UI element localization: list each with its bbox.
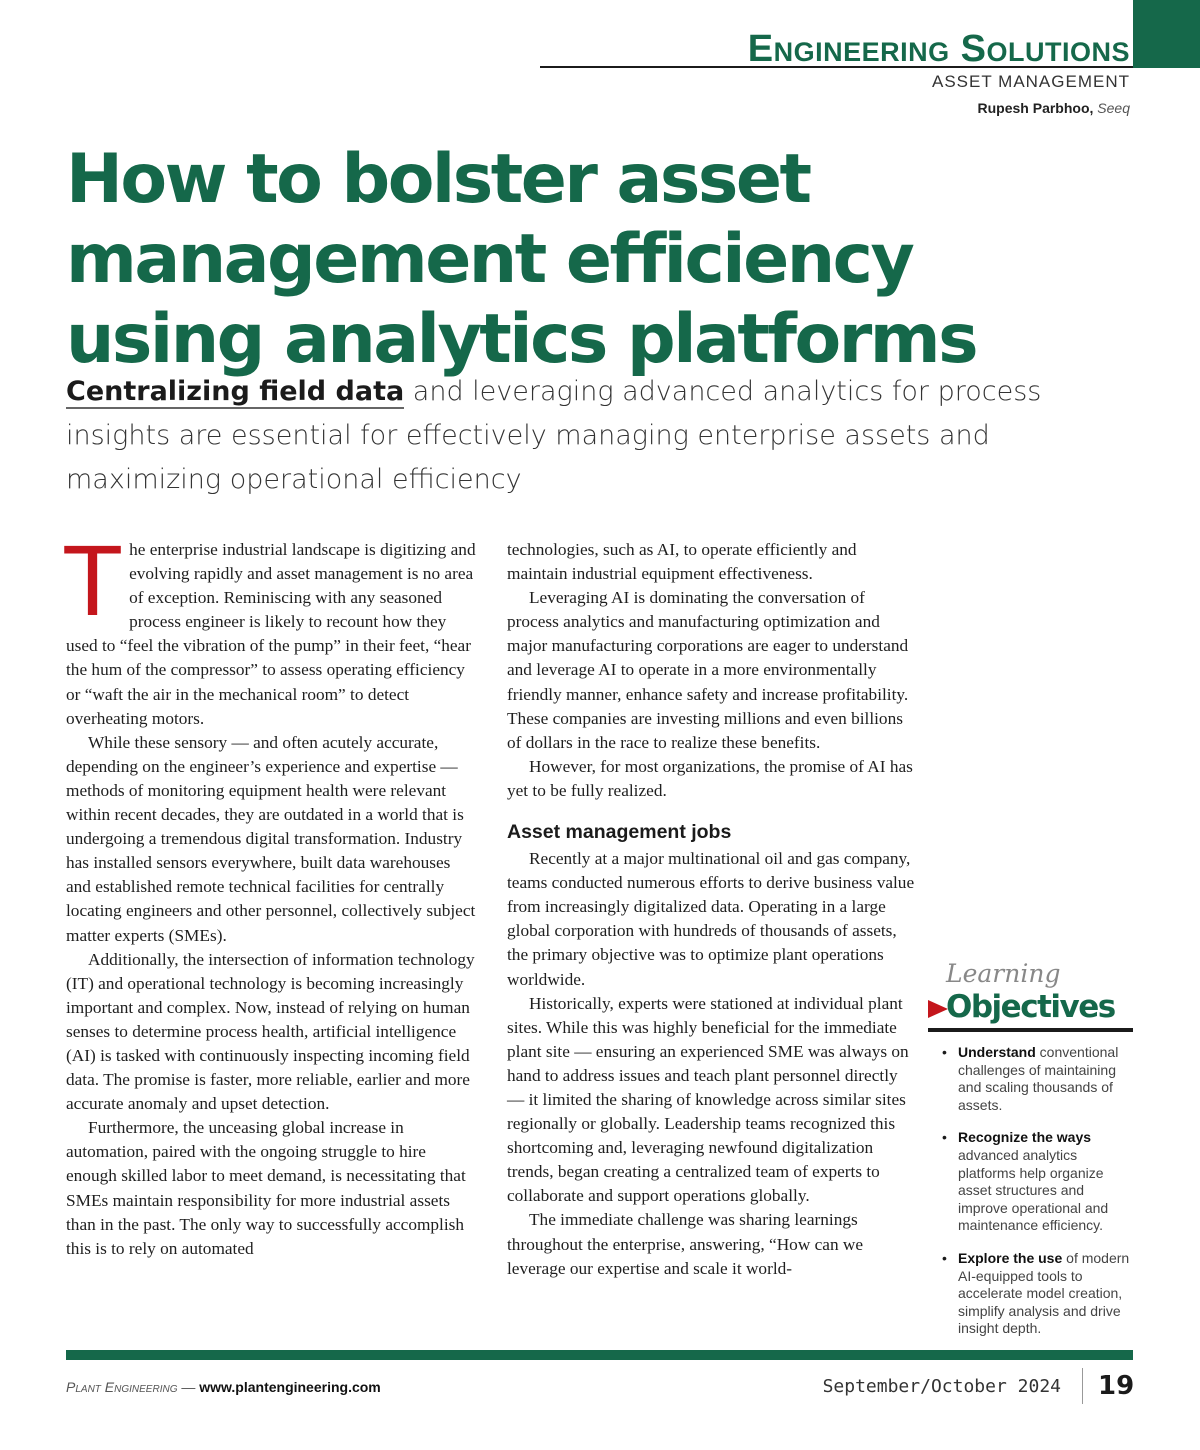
page-number: 19 bbox=[1098, 1371, 1135, 1401]
article-headline: How to bolster asset management efficiency using analytics platforms bbox=[66, 140, 977, 379]
issue-date: September/October 2024 bbox=[822, 1376, 1061, 1397]
footer-divider bbox=[1082, 1368, 1083, 1404]
objective-strong: Understand bbox=[958, 1044, 1036, 1060]
paragraph: Recently at a major multinational oil and gas company, teams conducted numerous efforts to derive business value from increasingly digitalized data. Operating in a large global corporation with hundreds of thousands of assets, the primary objective was to optimize plant operations worldwide. bbox=[507, 849, 915, 989]
paragraph-text: he enterprise industrial landscape is digitizing and evolving rapidly and asset management is no area of exception. Reminiscing with any seasoned process engineer is likely to recount how they used to “feel the vibration of the pump” in their feet, “hear the hum of the compressor” to assess operating efficiency or “waft the air in the mechanical room” to detect overheating motors. bbox=[66, 540, 476, 728]
paragraph: technologies, such as AI, to operate efficiently and maintain industrial equipment effectiveness. bbox=[507, 540, 857, 584]
objective-text: conventional challenges of maintaining and scaling thousands of assets. bbox=[958, 1044, 1119, 1113]
objectives-rule bbox=[928, 1028, 1133, 1032]
deck-text: and leveraging advanced analytics for process insights are essential for effectively managing enterprise assets and maximizing operational efficiency bbox=[66, 376, 1042, 495]
article-deck bbox=[66, 370, 1066, 502]
section-title: Engineering Solutions bbox=[747, 28, 1130, 70]
objective-strong: Explore the use bbox=[958, 1249, 1063, 1266]
paragraph: Historically, experts were stationed at individual plant sites. While this was highly beneficial for the immediate plant site — ensuring an experienced SME was always on hand to address issues and teach plant personnel directly — it limited the sharing of knowledge across similar sites regionally or globally. Leadership teams recognized this shortcoming and, leveraging newfound digitalization trends, began creating a centralized team of experts to collaborate and support operations globally. bbox=[507, 993, 909, 1206]
section-subtitle: ASSET MANAGEMENT bbox=[932, 72, 1130, 91]
publication-url: www.plantengineering.com bbox=[199, 1379, 381, 1395]
list-item bbox=[928, 1044, 1133, 1114]
paragraph: The immediate challenge was sharing learnings throughout the enterprise, answering, “How can we leverage our expertise and scale it world- bbox=[507, 1210, 864, 1278]
objective-strong: Recognize the ways bbox=[958, 1129, 1092, 1146]
paragraph: However, for most organizations, the promise of AI has yet to be fully realized. bbox=[507, 756, 913, 800]
drop-cap: T bbox=[62, 525, 124, 637]
subheading: Asset management jobs bbox=[507, 821, 732, 844]
objectives-list bbox=[928, 1044, 1133, 1338]
paragraph: Leveraging AI is dominating the conversation of process analytics and manufacturing optimization and major manufacturing corporations are eager to understand and leverage AI to operate in a more environmentally friendly manner, enhance safety and increase profitability. These companies are investing millions and even billions of dollars in the race to realize these benefits. bbox=[507, 588, 909, 752]
objectives-title-row bbox=[928, 990, 1133, 1026]
learning-objectives-box bbox=[928, 958, 1133, 1353]
footer-separator: — bbox=[177, 1379, 200, 1395]
author-organization: Seeq bbox=[1097, 100, 1130, 116]
paragraph: While these sensory — and often acutely accurate, depending on the engineer’s experience and expertise — methods of monitoring equipment health were relevant within recent decades, they are outdated in a world that is undergoing a tremendous digital transformation. Industry has installed sensors everywhere, built data warehouses and established remote technical facilities for centrally locating engineers and other personnel, collectively subject matter experts (SMEs). bbox=[66, 732, 476, 945]
objectives-label: Objectives bbox=[946, 989, 1115, 1025]
red-arrow-icon bbox=[928, 1000, 948, 1018]
objective-text: advanced analytics platforms help organize asset structures and improve operational and maintenance efficiency. bbox=[958, 1146, 1109, 1234]
author-name: Rupesh Parbhoo, bbox=[977, 100, 1094, 116]
paragraph bbox=[62, 525, 476, 731]
footer-bar bbox=[66, 1350, 1133, 1360]
list-item bbox=[928, 1129, 1133, 1235]
body-column-1 bbox=[62, 525, 476, 1261]
paragraph: Additionally, the intersection of information technology (IT) and operational technology is becoming increasingly important and complex. Now, instead of relying on human senses to determine process health, artificial intelligence (AI) is tasked with continuously inspecting incoming field data. The promise is faster, more reliable, earlier and more accurate anomaly and upset detection. bbox=[66, 949, 475, 1114]
deck-lead: Centralizing field data bbox=[66, 376, 405, 407]
learning-label: Learning bbox=[946, 959, 1061, 988]
objective-text: of modern AI-equipped tools to accelerate model creation, simplify analysis and drive insight depth. bbox=[958, 1249, 1130, 1337]
byline bbox=[978, 100, 1131, 116]
corner-color-block bbox=[1133, 0, 1200, 68]
paragraph: Furthermore, the unceasing global increase in automation, paired with the ongoing struggle to hire enough skilled labor to meet demand, is necessitating that SMEs maintain responsibility for more industrial assets than in the past. The only way to successfully accomplish this is to rely on automated bbox=[66, 1118, 466, 1258]
body-column-2 bbox=[507, 538, 917, 1281]
publication-name: Plant Engineering bbox=[66, 1379, 178, 1395]
footer-publication bbox=[66, 1379, 381, 1395]
list-item bbox=[928, 1250, 1133, 1338]
